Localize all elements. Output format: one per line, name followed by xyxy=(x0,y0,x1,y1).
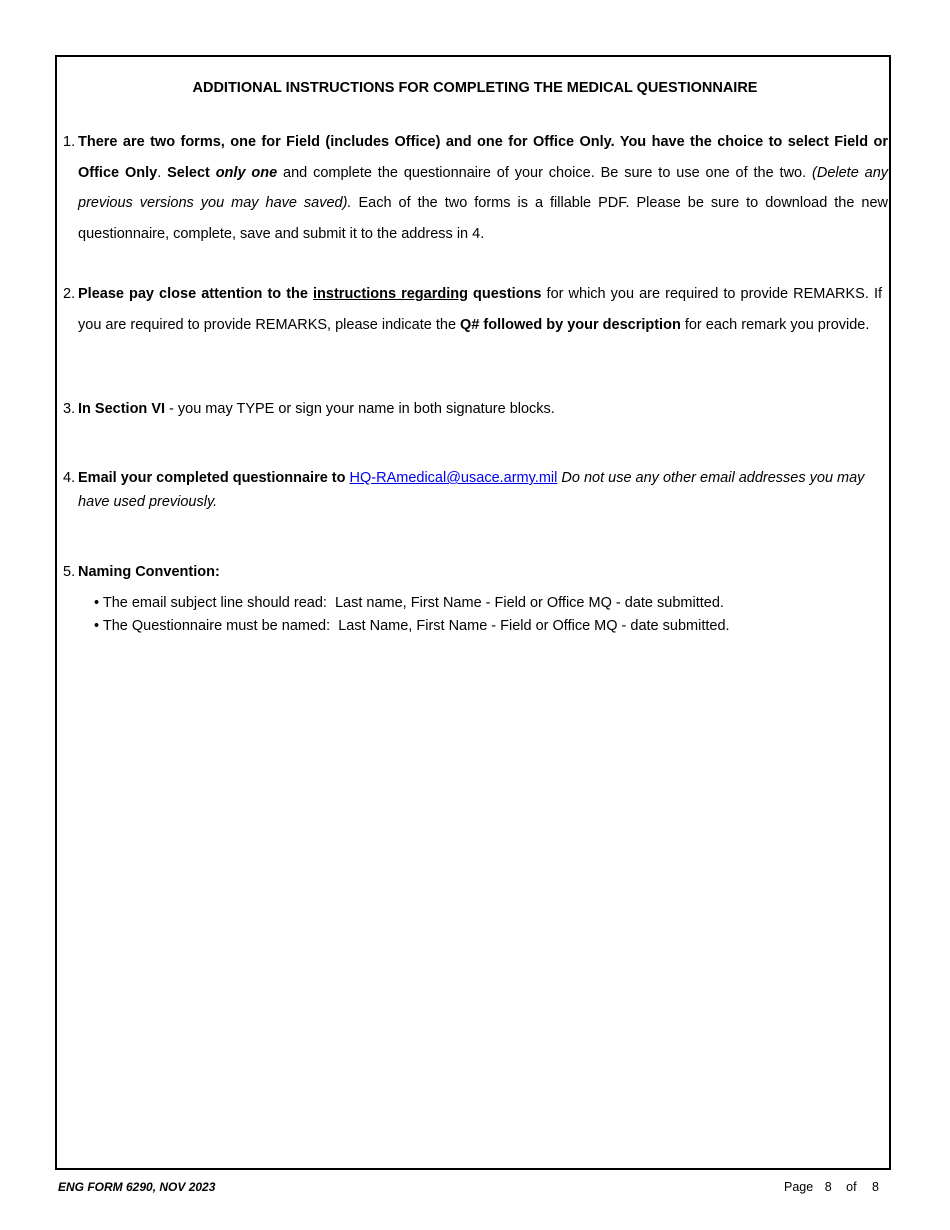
item-number: 1. xyxy=(63,134,76,150)
item-number: 5. xyxy=(63,564,76,580)
item-text: and complete the questionnaire of your choice. Be sure to use one of the two. xyxy=(277,164,813,181)
item-number: 3. xyxy=(63,401,76,417)
item-text: Please pay close attention to the xyxy=(78,286,314,302)
item-text: In Section VI xyxy=(78,401,166,417)
item-number: 2. xyxy=(63,286,76,302)
item-text: There are two forms, one for Field (includes Office) and one for Office Only. You have the choice to select Field or Office Only xyxy=(78,134,888,181)
instruction-3 xyxy=(63,394,888,425)
form-number: ENG FORM 6290, NOV 2023 xyxy=(58,1180,216,1194)
item-text: Q# followed by your description xyxy=(460,316,681,333)
email-link[interactable]: HQ-RAmedical@usace.army.mil xyxy=(349,470,558,486)
item-text: Each of the two forms is a fillable PDF. Please be sure to download the new questionnaire, complete, save and submit it to the address in 4. xyxy=(78,195,888,242)
item-text: for each remark you provide. xyxy=(680,316,870,333)
item-text: Do not use any other email addresses you may have used previously. xyxy=(78,470,865,510)
item-number: 4. xyxy=(63,470,76,486)
page-label: Page xyxy=(784,1180,814,1194)
item-text: Select xyxy=(167,164,216,181)
list-item: • The email subject line should read: Last name, First Name - Field or Office MQ - date submitted. xyxy=(94,595,724,611)
instruction-4 xyxy=(63,466,888,514)
page-number: 8 xyxy=(824,1180,832,1194)
page-title: ADDITIONAL INSTRUCTIONS FOR COMPLETING THE MEDICAL QUESTIONNAIRE xyxy=(192,80,758,96)
naming-convention-list xyxy=(94,592,730,638)
of-label: of xyxy=(846,1180,857,1194)
item-text: for which you are required to provide REMARKS. If you are required to provide REMARKS, please indicate the xyxy=(78,286,883,333)
item-text: . xyxy=(157,164,168,181)
item-text: Naming Convention: xyxy=(78,564,220,580)
item-text: only one xyxy=(215,164,278,181)
item-text: Email your completed questionnaire to xyxy=(78,470,350,486)
instruction-2 xyxy=(63,279,882,340)
list-item: • The Questionnaire must be named: Last Name, First Name - Field or Office MQ - date submitted. xyxy=(94,618,730,634)
page-total: 8 xyxy=(872,1180,879,1194)
item-text: questions xyxy=(467,286,542,302)
item-text: instructions regarding xyxy=(313,286,468,302)
item-text: - you may TYPE or sign your name in both signature blocks. xyxy=(165,401,555,417)
instruction-1 xyxy=(63,127,888,249)
page-indicator xyxy=(784,1180,879,1194)
item-text: (Delete any previous versions you may have saved). xyxy=(78,164,889,211)
instruction-5 xyxy=(63,560,888,584)
